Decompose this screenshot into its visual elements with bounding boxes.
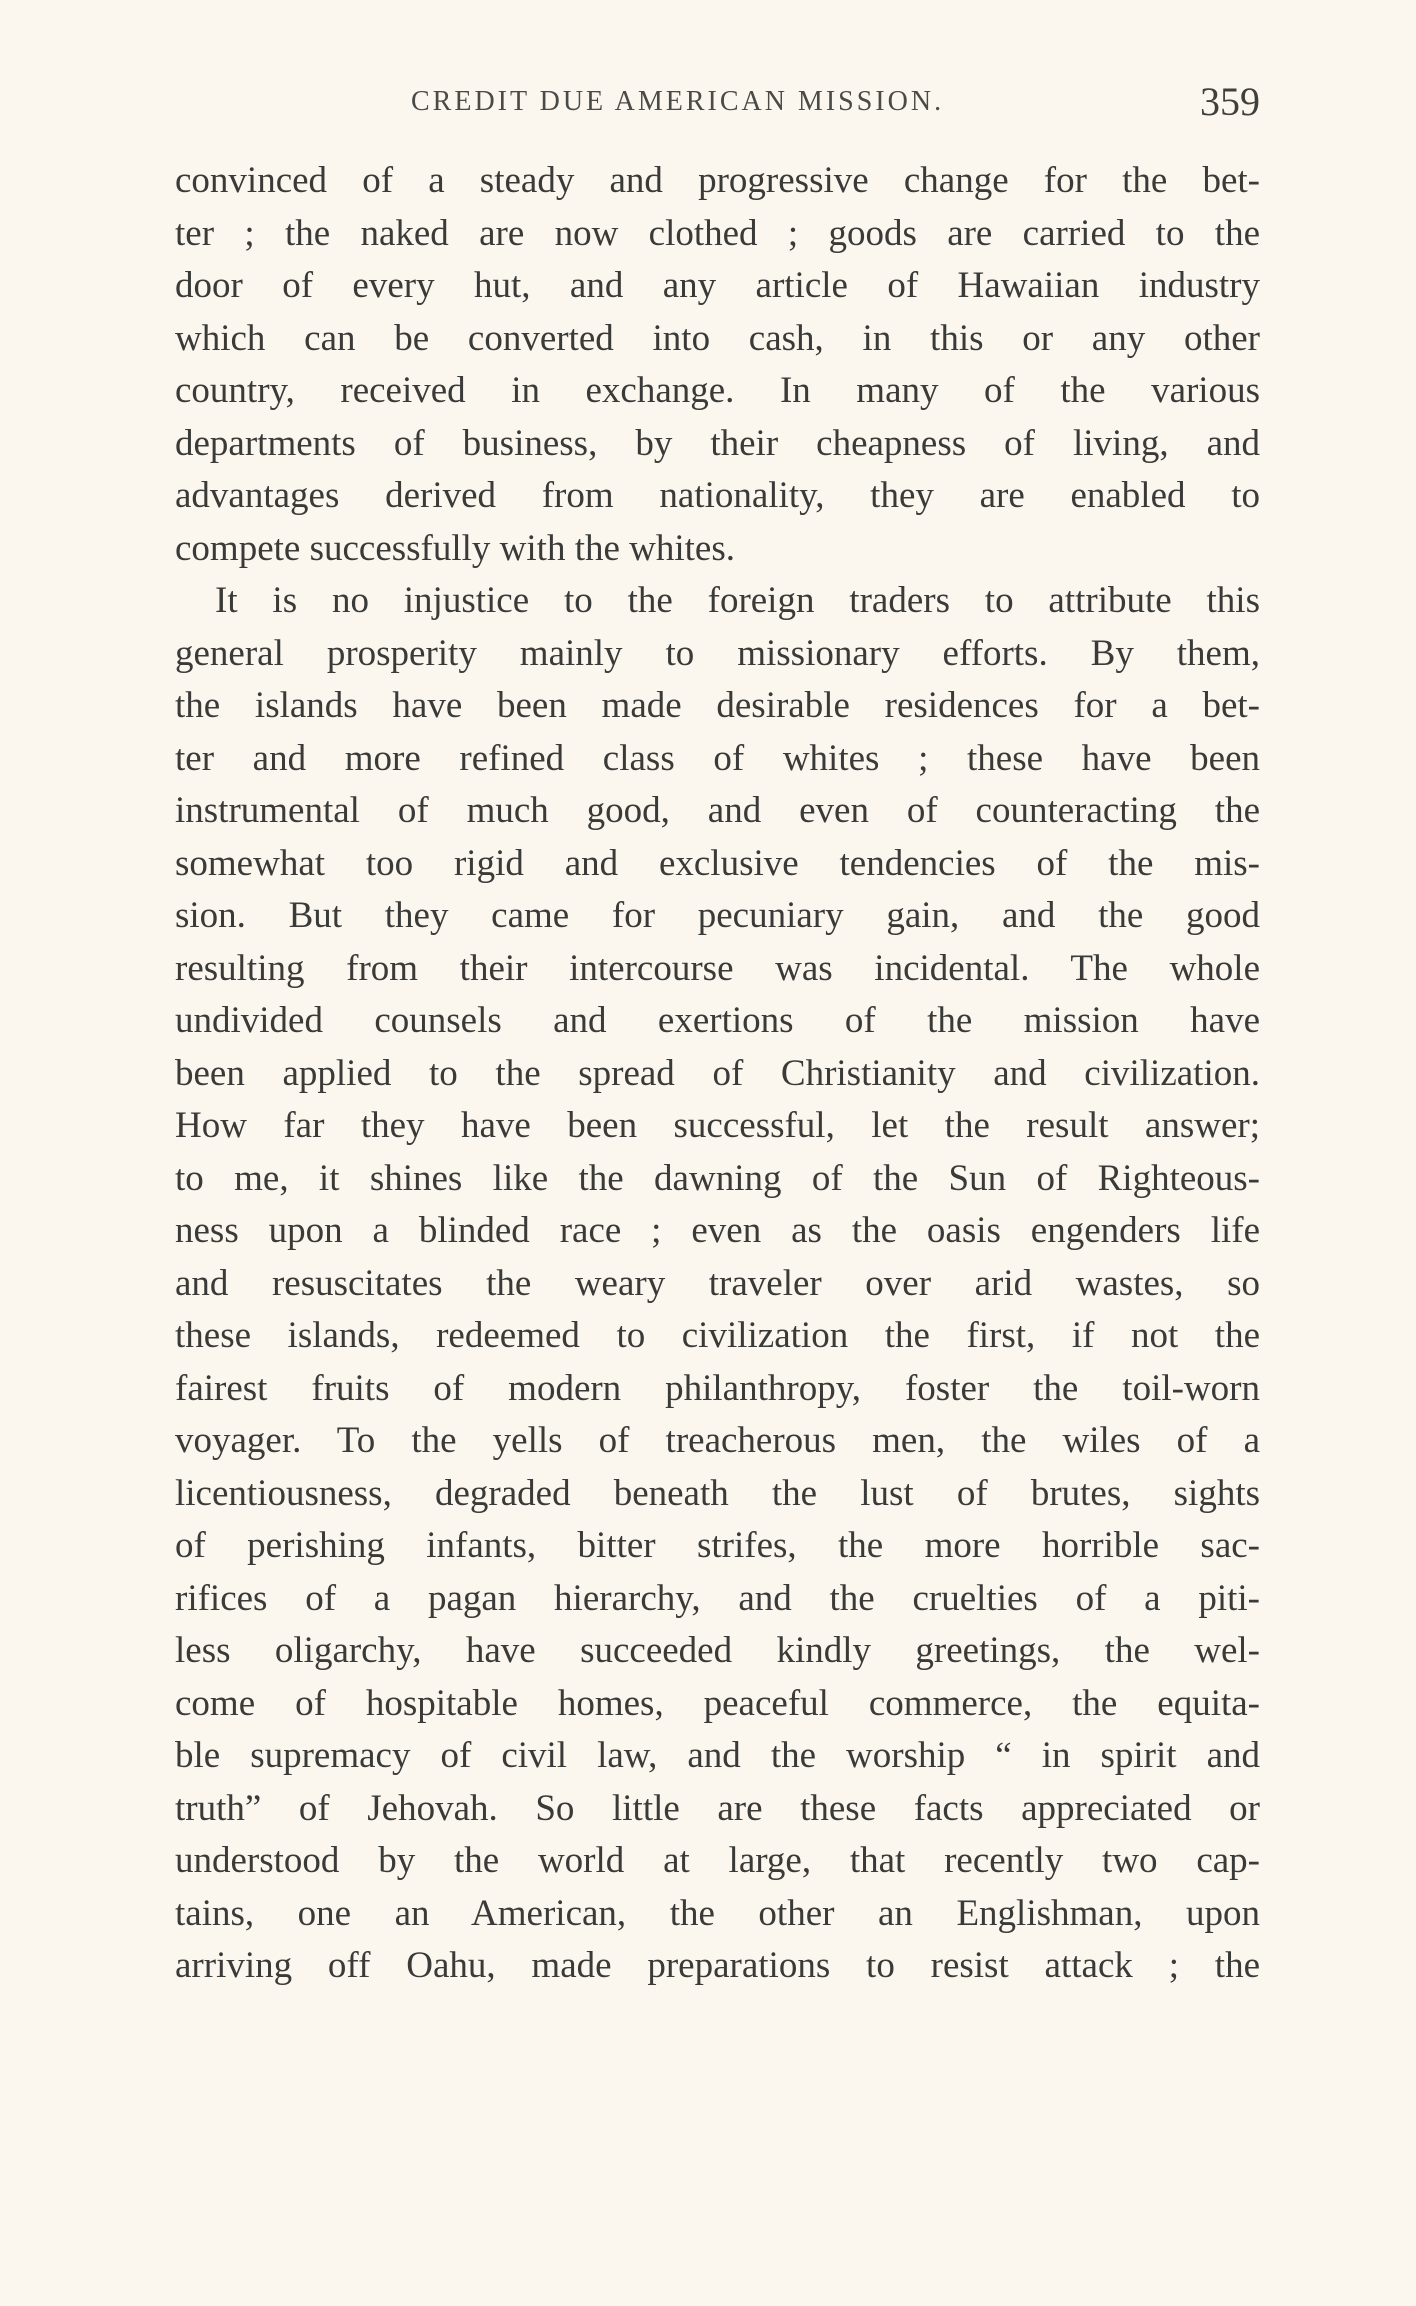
- text-line: fairest fruits of modern philanthropy, foster the toil-worn: [175, 1367, 1260, 1409]
- text-line: understood by the world at large, that recently two cap-: [175, 1840, 1260, 1881]
- text-line: country, received in exchange. In many of the various: [175, 370, 1260, 411]
- text-line: general prosperity mainly to missionary efforts. By them,: [175, 632, 1260, 674]
- text-line: these islands, redeemed to civilization the first, if not the: [175, 1315, 1260, 1356]
- text-line: door of every hut, and any article of Hawaiian industry: [175, 265, 1260, 306]
- paragraph-start-line: It is no injustice to the foreign traders to attribute this: [215, 580, 1260, 621]
- text-line: convinced of a steady and progressive change for the bet-: [175, 160, 1260, 201]
- text-line: and resuscitates the weary traveler over arid wastes, so: [175, 1262, 1260, 1304]
- text-line: instrumental of much good, and even of counteracting the: [175, 790, 1260, 831]
- text-line: somewhat too rigid and exclusive tendencies of the mis-: [175, 842, 1260, 884]
- text-line: departments of business, by their cheapness of living, and: [175, 422, 1260, 464]
- text-line: rifices of a pagan hierarchy, and the cruelties of a piti-: [175, 1577, 1260, 1619]
- text-line: less oligarchy, have succeeded kindly greetings, the wel-: [175, 1630, 1260, 1671]
- text-line: ness upon a blinded race ; even as the oasis engenders life: [175, 1210, 1260, 1251]
- text-line: to me, it shines like the dawning of the Sun of Righteous-: [175, 1157, 1260, 1199]
- text-line: How far they have been successful, let the result answer;: [175, 1105, 1260, 1146]
- text-line: which can be converted into cash, in this or any other: [175, 317, 1260, 359]
- text-line: voyager. To the yells of treacherous men, the wiles of a: [175, 1420, 1260, 1461]
- text-line: licentiousness, degraded beneath the lust of brutes, sights: [175, 1472, 1260, 1514]
- page-number: 359: [1200, 79, 1260, 124]
- text-line: of perishing infants, bitter strifes, the more horrible sac-: [175, 1525, 1260, 1566]
- text-line: undivided counsels and exertions of the mission have: [175, 1000, 1260, 1041]
- text-line: the islands have been made desirable residences for a bet-: [175, 685, 1260, 726]
- text-line: ter ; the naked are now clothed ; goods are carried to the: [175, 212, 1260, 254]
- text-line: truth” of Jehovah. So little are these facts appreciated or: [175, 1787, 1260, 1829]
- text-line: ble supremacy of civil law, and the worship “ in spirit and: [175, 1735, 1260, 1776]
- text-line: come of hospitable homes, peaceful commerce, the equita-: [175, 1682, 1260, 1724]
- text-line: been applied to the spread of Christianity and civilization.: [175, 1052, 1260, 1094]
- paragraph-end-line: compete successfully with the whites.: [175, 527, 736, 569]
- text-line: arriving off Oahu, made preparations to resist attack ; the: [175, 1945, 1260, 1986]
- running-title: CREDIT DUE AMERICAN MISSION.: [411, 86, 945, 117]
- body-text: [175, 155, 1260, 1993]
- text-line: tains, one an American, the other an Englishman, upon: [175, 1892, 1260, 1934]
- text-line: sion. But they came for pecuniary gain, and the good: [175, 895, 1260, 936]
- text-line: resulting from their intercourse was incidental. The whole: [175, 947, 1260, 989]
- text-line: ter and more refined class of whites ; these have been: [175, 737, 1260, 779]
- running-head: [175, 78, 1260, 128]
- text-line: advantages derived from nationality, they are enabled to: [175, 475, 1260, 516]
